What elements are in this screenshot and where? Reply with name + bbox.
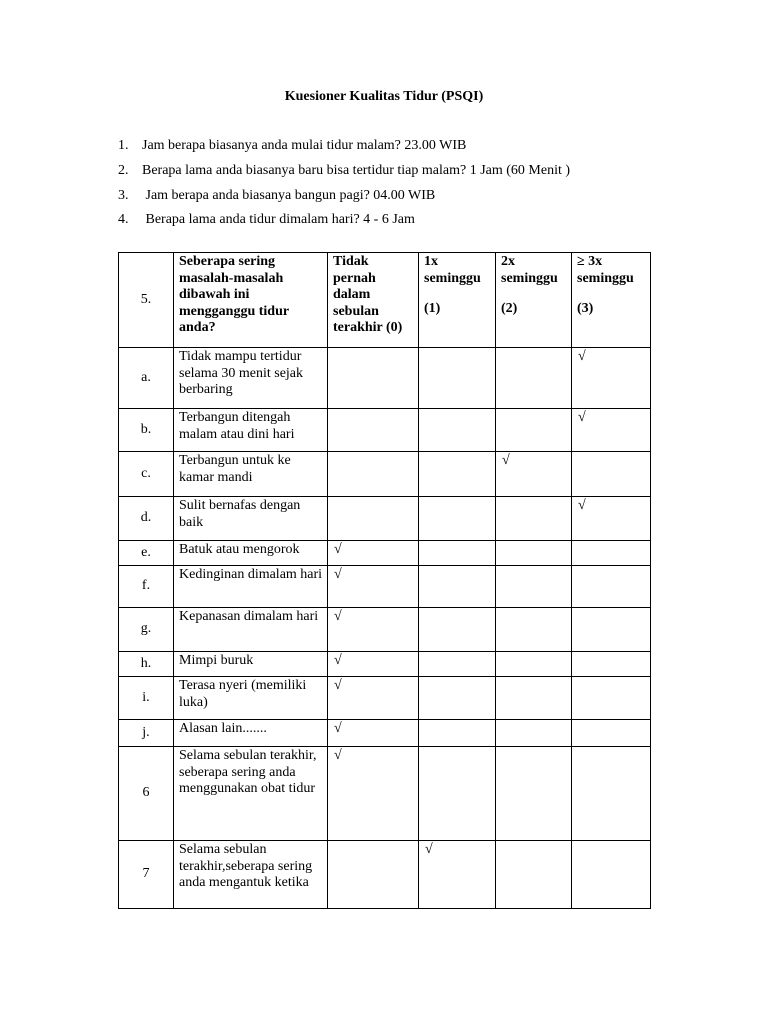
row-number: d. [119,497,174,541]
answer-cell-c1 [419,677,496,720]
header-twice-weekly [496,253,572,348]
row-question: Selama sebulan terakhir, seberapa sering anda menggunakan obat tidur [174,747,328,841]
answer-cell-c0: √ [328,541,419,566]
answer-cell-c0: √ [328,608,419,652]
answer-cell-c1 [419,452,496,497]
header-thrice-weekly-score: (3) [577,301,594,316]
answer-cell-c1 [419,497,496,541]
answer-cell-c0 [328,497,419,541]
row-question: Tidak mampu tertidur selama 30 menit sejak berbaring [174,348,328,409]
question-number: 2. [118,162,129,178]
answer-cell-c1 [419,720,496,747]
table-row [119,677,651,720]
answer-cell-c2 [496,652,572,677]
answer-cell-c1 [419,541,496,566]
table-row [119,652,651,677]
answer-cell-c1 [419,566,496,608]
header-twice-weekly-label: 2x seminggu [501,254,558,286]
answer-cell-c0 [328,348,419,409]
answer-cell-c1 [419,608,496,652]
question-list [118,138,678,237]
answer-cell-c2 [496,497,572,541]
row-number: f. [119,566,174,608]
answer-cell-c3: √ [572,409,651,452]
row-question: Kedinginan dimalam hari [174,566,328,608]
row-number: a. [119,348,174,409]
answer-cell-c0: √ [328,720,419,747]
answer-cell-c2 [496,841,572,909]
row-question: Terbangun untuk ke kamar mandi [174,452,328,497]
row-question: Kepanasan dimalam hari [174,608,328,652]
answer-cell-c2 [496,541,572,566]
row-question: Terbangun ditengah malam atau dini hari [174,409,328,452]
table-body [119,348,651,909]
answer-cell-c3 [572,541,651,566]
answer-cell-c3 [572,566,651,608]
question-number: 3. [118,187,129,203]
header-thrice-weekly-label: ≥ 3x seminggu [577,254,634,286]
row-number: g. [119,608,174,652]
answer-cell-c0 [328,841,419,909]
answer-cell-c3 [572,720,651,747]
answer-cell-c1 [419,409,496,452]
row-question: Batuk atau mengorok [174,541,328,566]
table-row [119,541,651,566]
table-row [119,841,651,909]
answer-cell-c2: √ [496,452,572,497]
header-once-weekly [419,253,496,348]
header-once-weekly-score: (1) [424,301,441,316]
answer-cell-c2 [496,677,572,720]
answer-cell-c1 [419,652,496,677]
row-number: j. [119,720,174,747]
row-number: c. [119,452,174,497]
header-question: Seberapa sering masalah-masalah dibawah ini mengganggu tidur anda? [174,253,328,348]
answer-cell-c3 [572,452,651,497]
table-row [119,348,651,409]
answer-cell-c3 [572,677,651,720]
answer-cell-c0: √ [328,652,419,677]
answer-cell-c3: √ [572,348,651,409]
row-number: 7 [119,841,174,909]
answer-cell-c3 [572,652,651,677]
row-question: Mimpi buruk [174,652,328,677]
row-question: Selama sebulan terakhir,seberapa sering anda mengantuk ketika [174,841,328,909]
answer-cell-c3 [572,747,651,841]
table-header-row [119,253,651,348]
row-number: b. [119,409,174,452]
row-number: h. [119,652,174,677]
answer-cell-c2 [496,409,572,452]
header-thrice-weekly [572,253,651,348]
answer-cell-c2 [496,566,572,608]
question-item [118,138,678,163]
answer-cell-c2 [496,720,572,747]
row-question: Alasan lain....... [174,720,328,747]
table-row [119,497,651,541]
answer-cell-c0 [328,409,419,452]
answer-cell-c2 [496,747,572,841]
header-once-weekly-label: 1x seminggu [424,254,481,286]
header-number: 5. [119,253,174,348]
table-row [119,452,651,497]
table-row [119,566,651,608]
table-row [119,608,651,652]
answer-cell-c1 [419,348,496,409]
psqi-table [118,252,651,909]
question-number: 4. [118,212,129,228]
row-number: 6 [119,747,174,841]
table-row [119,409,651,452]
row-number: e. [119,541,174,566]
answer-cell-c2 [496,348,572,409]
question-text: Jam berapa anda biasanya bangun pagi? 04.00 WIB [142,187,436,203]
table-row [119,747,651,841]
answer-cell-c3 [572,608,651,652]
answer-cell-c0: √ [328,566,419,608]
answer-cell-c0 [328,452,419,497]
question-text: Jam berapa biasanya anda mulai tidur malam? 23.00 WIB [142,138,467,153]
answer-cell-c0: √ [328,677,419,720]
answer-cell-c3: √ [572,497,651,541]
answer-cell-c1 [419,747,496,841]
question-text: Berapa lama anda tidur dimalam hari? 4 - 6 Jam [142,212,415,228]
answer-cell-c2 [496,608,572,652]
answer-cell-c0: √ [328,747,419,841]
row-number: i. [119,677,174,720]
answer-cell-c1: √ [419,841,496,909]
question-item [118,163,678,188]
answer-cell-c3 [572,841,651,909]
row-question: Sulit bernafas dengan baik [174,497,328,541]
question-number: 1. [118,138,129,153]
header-twice-weekly-score: (2) [501,301,518,316]
table-row [119,720,651,747]
question-item [118,212,678,237]
row-question: Terasa nyeri (memiliki luka) [174,677,328,720]
question-item [118,188,678,213]
header-never: Tidak pernah dalam sebulan terakhir (0) [328,253,419,348]
document-title: Kuesioner Kualitas Tidur (PSQI) [284,89,484,104]
question-text: Berapa lama anda biasanya baru bisa tertidur tiap malam? 1 Jam (60 Menit ) [142,162,571,178]
